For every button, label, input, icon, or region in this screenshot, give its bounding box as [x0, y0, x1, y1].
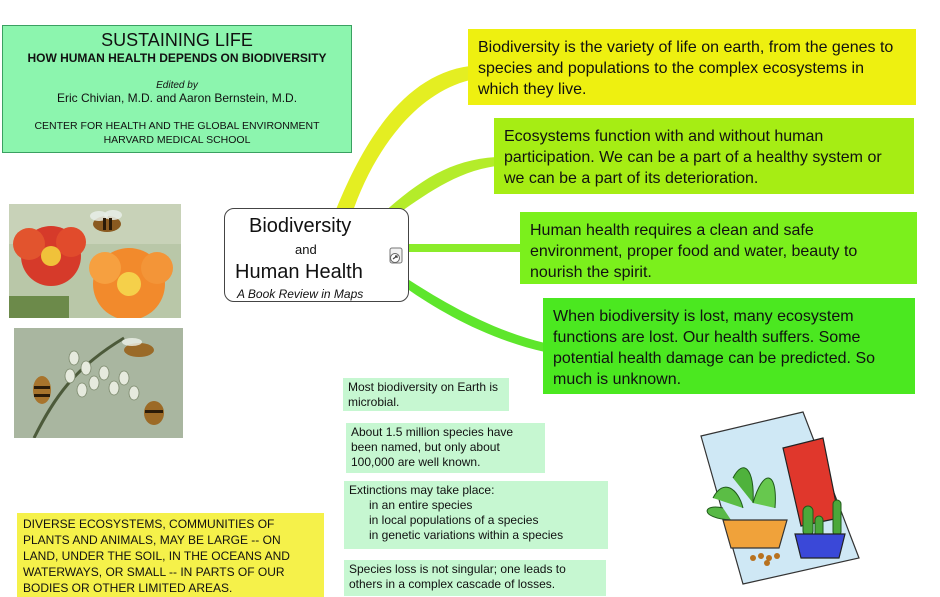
branch-ecosystems[interactable]: Ecosystems function with and without human participation. We can be a part of a healthy system or we can be a part of its deterioration. [494, 118, 914, 194]
note-microbial[interactable]: Most biodiversity on Earth is microbial. [343, 378, 509, 411]
extinctions-item: in genetic variations within a species [369, 528, 564, 542]
branch-biodiversity-loss[interactable]: When biodiversity is lost, many ecosystem functions are lost. Our health suffers. Some potential health damage can be predicted. So much is unknown. [543, 298, 915, 394]
extinctions-item: in local populations of a species [369, 513, 539, 527]
extinctions-item: in an entire species [369, 498, 473, 512]
note-cascade[interactable]: Species loss is not singular; one leads to others in a complex cascade of losses. [344, 560, 606, 596]
branch-definition[interactable]: Biodiversity is the variety of life on earth, from the genes to species and populations to the complex ecosystems in which they live. [468, 29, 916, 105]
bee-3 [144, 401, 164, 425]
book-subtitle: HOW HUMAN HEALTH DEPENDS ON BIODIVERSITY [27, 51, 327, 65]
book-title: SUSTAINING LIFE [101, 30, 253, 50]
branch-human-health[interactable]: Human health requires a clean and safe environment, proper food and water, beauty to nourish the spirit. [520, 212, 917, 284]
note-extinctions[interactable] [344, 481, 608, 549]
title-panel [2, 25, 352, 153]
potted-plants-illustration [683, 408, 876, 592]
org-line-1: CENTER FOR HEALTH AND THE GLOBAL ENVIRONMENT [34, 120, 320, 132]
connector-4 [406, 278, 545, 352]
flowers-bee-illustration [9, 204, 181, 318]
extinctions-title: Extinctions may take place: [349, 483, 495, 497]
link-icon[interactable] [387, 247, 405, 265]
central-line-1: Biodiversity [249, 215, 352, 237]
org-line-2: HARVARD MEDICAL SCHOOL [103, 134, 251, 146]
note-species-named[interactable]: About 1.5 million species have been named, but only about 100,000 are well known. [346, 423, 545, 473]
central-line-3: Human Health [235, 261, 363, 283]
connector-1 [335, 66, 470, 214]
central-subtitle: A Book Review in Maps [237, 287, 364, 301]
edited-by-label: Edited by [156, 80, 198, 91]
central-topic[interactable] [224, 208, 409, 302]
ecosystems-note[interactable]: DIVERSE ECOSYSTEMS, COMMUNITIES OF PLANTS AND ANIMALS, MAY BE LARGE -- ON LAND, UNDER THE SOIL, IN THE OCEANS AND WATERWAYS, OR SMALL -- IN PARTS OF OUR BODIES OR OTHER LIMITED AREAS. [17, 513, 324, 597]
editors: Eric Chivian, M.D. and Aaron Bernstein, M.D. [56, 91, 298, 105]
bee-2 [33, 376, 51, 404]
central-line-2: and [295, 242, 317, 257]
bees-plant-illustration [14, 328, 183, 438]
connector-3 [406, 244, 522, 252]
